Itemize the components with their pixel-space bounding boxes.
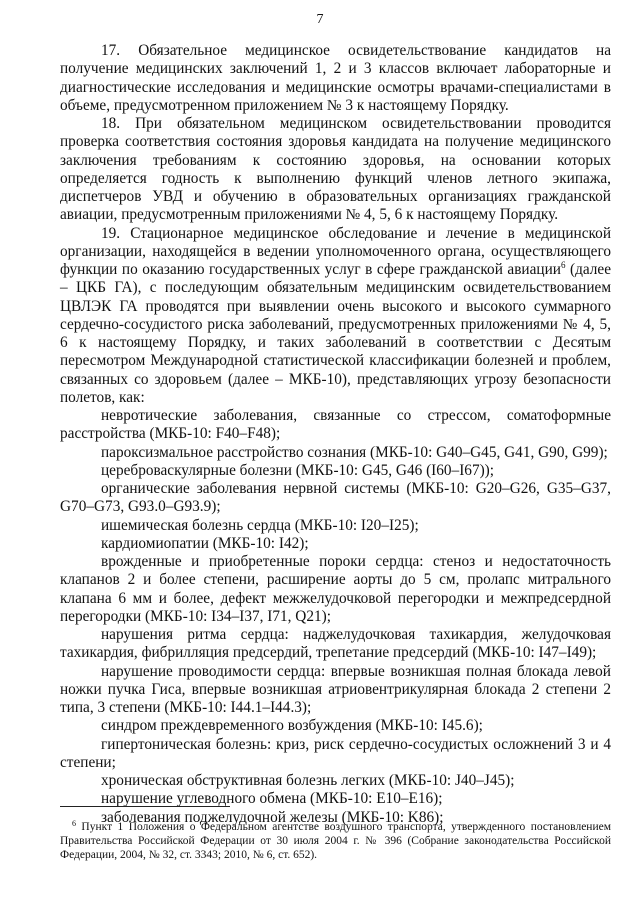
list-item: пароксизмальное расстройство сознания (МКБ-10: G40–G45, G41, G90, G99); bbox=[101, 443, 608, 461]
footnote bbox=[60, 820, 611, 862]
list-item: хроническая обструктивная болезнь легких (МКБ-10: J40–J45); bbox=[101, 772, 515, 789]
footnote-reference: 6 bbox=[560, 260, 566, 270]
list-item: невротические заболевания, связанные со стрессом, соматоформные расстройства (МКБ-10: F40–F48); bbox=[60, 407, 611, 443]
footnote-text: Пункт 1 Положения о Федеральном агентстве воздушного транспорта, утвержденного постановлением Правительства Российской Федерации от 30 июля 2004 г. № 396 (Собрание законодательства Российской Федерации, 2004, № 32, ст. 3343; 2010, № 6, ст. 652). bbox=[60, 821, 611, 861]
paragraph-19 bbox=[60, 225, 611, 408]
list-item: ишемическая болезнь сердца (МКБ-10: I20–I25); bbox=[101, 516, 419, 534]
footnote-divider bbox=[60, 806, 230, 807]
footnote-mark: 6 bbox=[72, 819, 76, 828]
page-number: 7 bbox=[316, 12, 324, 27]
paragraph-19-text: 19. Стационарное медицинское обследование и лечение в медицинской организации, находящейся в ведении уполномоченного органа, осуществляющего функции по оказанию государственных услуг в сфере гражданской авиации bbox=[60, 224, 611, 278]
list-item: нарушения ритма сердца: наджелудочковая тахикардия, желудочковая тахикардия, фибрилляция предсердий, трепетание предсердий (МКБ-10: I47–I49); bbox=[60, 626, 611, 662]
list-item: нарушение углеводного обмена (МКБ-10: E10–E16); bbox=[101, 790, 443, 808]
list-item: синдром преждевременного возбуждения (МКБ-10: I45.6); bbox=[101, 717, 483, 735]
paragraph-17: 17. Обязательное медицинское освидетельствование кандидатов на получение медицинских заключений 1, 2 и 3 классов включает лабораторные и диагностические исследования и медицинские осмотры врачами-специалистами в объеме, предусмотренном приложением № 3 к настоящему Порядку. bbox=[60, 42, 611, 114]
list-item: заболевания поджелудочной железы (МКБ-10: K86); bbox=[101, 808, 444, 826]
list-item: кардиомиопатии (МКБ-10: I42); bbox=[101, 534, 309, 552]
list-item: врожденные и приобретенные пороки сердца: стеноз и недостаточность клапанов 2 и более степени, расширение аорты до 5 см, пролапс митрального клапана 6 мм и более, дефект межжелудочковой перегородки и межпредсердной перегородки (МКБ-10: I34–I37, I71, Q21); bbox=[60, 553, 611, 625]
list-item: нарушение проводимости сердца: впервые возникшая полная блокада левой ножки пучка Гиса, впервые возникшая атриовентрикулярная блокада 2 степени 2 типа, 3 степени (МКБ-10: I44.1–I44.3); bbox=[60, 662, 611, 716]
list-item: органические заболевания нервной системы (МКБ-10: G20–G26, G35–G37, G70–G73, G93.0–G93.9); bbox=[60, 480, 611, 516]
page-body bbox=[60, 42, 611, 827]
paragraph-18: 18. При обязательном медицинском освидетельствовании проводится проверка соответствия состояния здоровья кандидата на получение медицинского заключения требованиям к состоянию здоровья, на основании которых определяется годность к выполнению функций членов летного экипажа, диспетчеров УВД и обучению в образовательных организациях гражданской авиации, предусмотренным приложениями № 4, 5, 6 к настоящему Порядку. bbox=[60, 115, 611, 224]
paragraph-19-continuation: (далее – ЦКБ ГА), с последующим обязательным медицинским освидетельствованием ЦВЛЭК ГА проводятся при выявлении очень высокого и высокого суммарного сердечно-сосудистого риска заболеваний, предусмотренных приложениями № 4, 5, 6 к настоящему Порядку, и таких заболеваний в соответствии с Десятым пересмотром Международной статистической классификации болезней и проблем, связанных со здоровьем (далее – МКБ-10), представляющих угрозу безопасности полетов, как: bbox=[60, 261, 611, 406]
list-item: гипертоническая болезнь: криз, риск сердечно-сосудистых осложнений 3 и 4 степени; bbox=[60, 735, 611, 771]
list-item: цереброваскулярные болезни (МКБ-10: G45, G46 (I60–I67)); bbox=[101, 461, 495, 479]
